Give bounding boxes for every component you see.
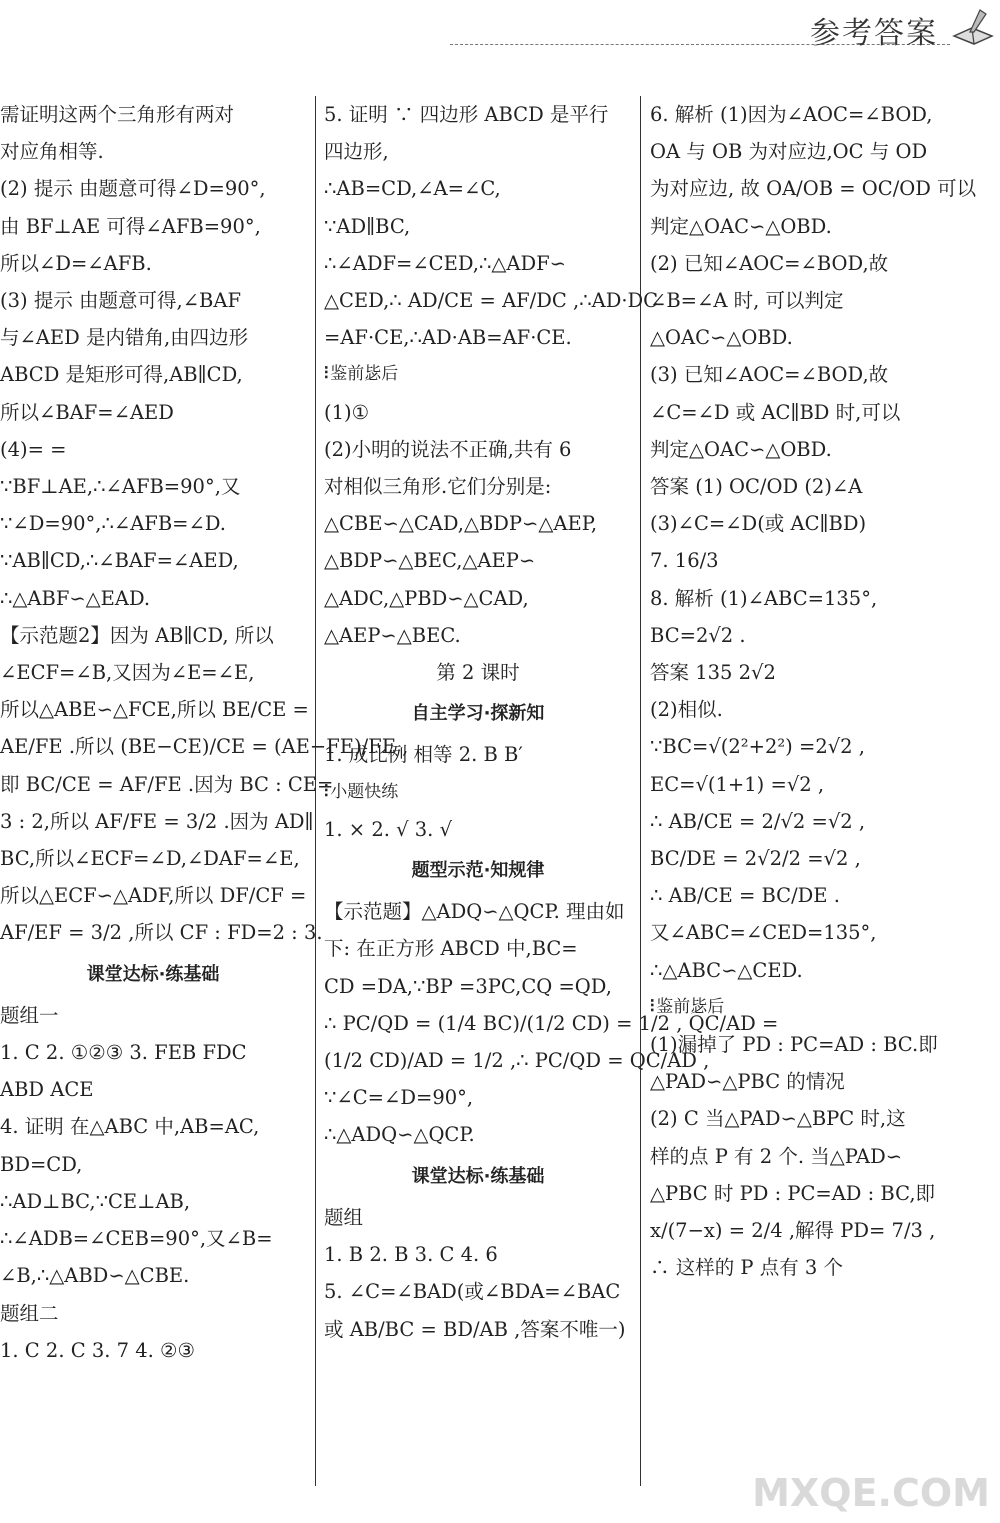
answer-column-3 [650,96,996,1287]
book-pen-icon [950,6,996,46]
answer-line: 所以∠BAF=∠AED [0,400,174,424]
answer-line: 判定△OAC∽△OBD. [650,214,832,238]
answer-line: ∵BF⊥AE,∴∠AFB=90°,又 [0,475,241,499]
answer-line: 又∠ABC=∠CED=135°, [650,921,877,945]
page-header [0,0,1000,60]
answer-line: 题组 [324,1205,364,1229]
answer-line: (2) 提示 由题意可得∠D=90°, [0,177,266,201]
answer-line: EC=√(1+1) =√2 , [650,772,825,796]
answer-line: 3 : 2,所以 AF/FE = 3/2 .因为 AD∥ [0,809,314,833]
answer-line: 所以∠D=∠AFB. [0,251,152,275]
answer-line: 课堂达标·练基础 [86,963,220,985]
answer-line: OA 与 OB 为对应边,OC 与 OD [650,140,928,164]
answer-line: (1/2 CD)/AD = 1/2 ,∴ PC/QD = QC/AD , [324,1049,710,1073]
answer-line: (3) 提示 由题意可得,∠BAF [0,289,241,313]
answer-line: 四边形, [324,140,389,164]
answer-line: ∴△ADQ∽△QCP. [324,1123,475,1147]
answer-line: △AEP∽△BEC. [324,623,461,647]
answer-line: 4. 证明 在△ABC 中,AB=AC, [0,1115,260,1139]
answer-line: ⫶ 小题快练 [324,774,632,811]
answer-line: ∴ PC/QD = (1/4 BC)/(1/2 CD) = 1/2 , QC/AD = [324,1011,779,1035]
answer-line: 或 AB/BC = BD/AB ,答案不唯一) [324,1317,626,1341]
answer-line: (3) 已知∠AOC=∠BOD,故 [650,363,889,387]
answer-line: △CBE∽△CAD,△BDP∽△AEP, [324,512,598,536]
answer-line: ∠ECF=∠B,又因为∠E=∠E, [0,661,255,685]
answer-line: CD =DA,∵BP =3PC,CQ =QD, [324,974,612,998]
answer-line: 【示范题2】因为 AB∥CD, 所以 [0,623,274,647]
answer-line: 5. 证明 ∵ 四边形 ABCD 是平行 [324,103,609,126]
answer-line: (1)① [324,400,370,424]
answer-line: ⫶ 鉴前毖后 [650,989,996,1026]
answer-line: ABCD 是矩形可得,AB∥CD, [0,363,243,387]
answer-line: 自主学习·探新知 [411,703,545,725]
answer-line: ∵BC=√(2²+2²) =2√2 , [650,735,865,759]
answer-line: ABD ACE [0,1078,94,1102]
answer-line: △BDP∽△BEC,△AEP∽ [324,549,536,573]
answer-line: ∵AD∥BC, [324,214,411,238]
answer-line: 为对应边, 故 OA/OB = OC/OD 可以 [650,177,977,201]
answer-line: 1. C 2. ①②③ 3. FEB FDC [0,1041,247,1065]
answer-line: ⫶ 鉴前毖后 [324,356,632,393]
answer-line: 需证明这两个三角形有两对 [0,103,235,126]
answer-line: 即 BC/CE = AF/FE .因为 BC : CE= [0,772,334,796]
answer-line: ∴AD⊥BC,∵CE⊥AB, [0,1189,191,1213]
answer-line: BC/DE = 2√2/2 =√2 , [650,847,861,871]
answer-line: 1. C 2. C 3. 7 4. ②③ [0,1338,196,1362]
answer-line: △OAC∽△OBD. [650,326,793,350]
answer-line: △CED,∴ AD/CE = AF/DC ,∴AD·DC [324,289,659,313]
page-title: 参考答案 [810,16,938,51]
answer-line: 5. ∠C=∠BAD(或∠BDA=∠BAC [324,1280,621,1304]
answer-line: ∠C=∠D 或 AC∥BD 时,可以 [650,400,901,424]
answer-line: ∠B=∠A 时, 可以判定 [650,289,844,313]
answer-line: 对相似三角形.它们分别是: [324,475,552,499]
answer-line: (2)相似. [650,698,723,722]
answer-line: ∴ 这样的 P 点有 3 个 [650,1256,844,1280]
answer-line: ∵AB∥CD,∴∠BAF=∠AED, [0,549,239,573]
answer-line: (4)= = [0,437,67,461]
answer-line: AF/EF = 3/2 ,所以 CF : FD=2 : 3. [0,921,323,945]
answer-line: 7. 16/3 [650,549,719,573]
answer-line: ∴ AB/CE = 2/√2 =√2 , [650,809,866,833]
answer-line: 1. B 2. B 3. C 4. 6 [324,1243,498,1267]
answer-line: ∴△ABC∽△CED. [650,958,803,982]
answer-line: △PAD∽△PBC 的情况 [650,1070,845,1094]
answer-line: 1. 成比例 相等 2. B B′ [324,743,523,767]
answer-line: ∴ AB/CE = BC/DE . [650,884,840,908]
answer-line: 判定△OAC∽△OBD. [650,437,832,461]
answer-line: 样的点 P 有 2 个. 当△PAD∽ [650,1144,903,1168]
answer-line: 6. 解析 (1)因为∠AOC=∠BOD, [650,103,933,126]
answer-line: 答案 (1) OC/OD (2)∠A [650,475,863,499]
answer-line: 1. × 2. √ 3. √ [324,817,452,841]
answer-line: 课堂达标·练基础 [411,1165,545,1187]
answer-line: 题组二 [0,1301,59,1325]
answer-line: ∴∠ADF=∠CED,∴△ADF∽ [324,251,566,275]
answer-line: 对应角相等. [0,140,104,164]
answer-line: ∴△ABF∽△EAD. [0,586,151,610]
answer-line: (2) C 当△PAD∽△BPC 时,这 [650,1107,906,1131]
answer-line: 答案 135 2√2 [650,661,776,685]
answer-line: (2)小明的说法不正确,共有 6 [324,437,572,461]
answer-line: x/(7−x) = 2/4 ,解得 PD= 7/3 , [650,1219,936,1243]
answer-line: =AF·CE,∴AD·AB=AF·CE. [324,326,572,350]
answer-line: ∵∠C=∠D=90°, [324,1086,474,1110]
answer-line: (3)∠C=∠D(或 AC∥BD) [650,512,867,536]
answer-line: △PBC 时 PD : PC=AD : BC,即 [650,1181,936,1205]
answer-line: 题型示范·知规律 [411,860,545,882]
answer-line: 【示范题】△ADQ∽△QCP. 理由如 [324,900,625,924]
answer-line: △ADC,△PBD∽△CAD, [324,586,529,610]
answer-line: 所以△ECF∽△ADF,所以 DF/CF = [0,884,307,908]
answer-line: (2) 已知∠AOC=∠BOD,故 [650,251,889,275]
answer-line: AE/FE .所以 (BE−CE)/CE = (AE−FE)/FE , [0,735,409,759]
answer-line: 由 BF⊥AE 可得∠AFB=90°, [0,214,261,238]
answer-line: 8. 解析 (1)∠ABC=135°, [650,586,878,610]
answer-line: 题组一 [0,1003,59,1027]
answer-line: ∠B,∴△ABD∽△CBE. [0,1264,190,1288]
answer-line: ∵∠D=90°,∴∠AFB=∠D. [0,512,226,536]
answer-line: ∴∠ADB=∠CEB=90°,又∠B= [0,1227,273,1251]
answer-line: (1)漏掉了 PD : PC=AD : BC.即 [650,1033,938,1057]
answer-line: BD=CD, [0,1152,83,1176]
answer-line: 所以△ABE∽△FCE,所以 BE/CE = [0,698,309,722]
answer-line: ∴AB=CD,∠A=∠C, [324,177,501,201]
answer-line: 第 2 课时 [436,661,520,685]
watermark: MXQE.COM [752,1471,990,1515]
answer-line: BC=2√2 . [650,623,746,647]
answer-line: 下: 在正方形 ABCD 中,BC= [324,937,578,961]
answer-line: BC,所以∠ECF=∠D,∠DAF=∠E, [0,847,300,871]
answer-line: 与∠AED 是内错角,由四边形 [0,326,249,350]
